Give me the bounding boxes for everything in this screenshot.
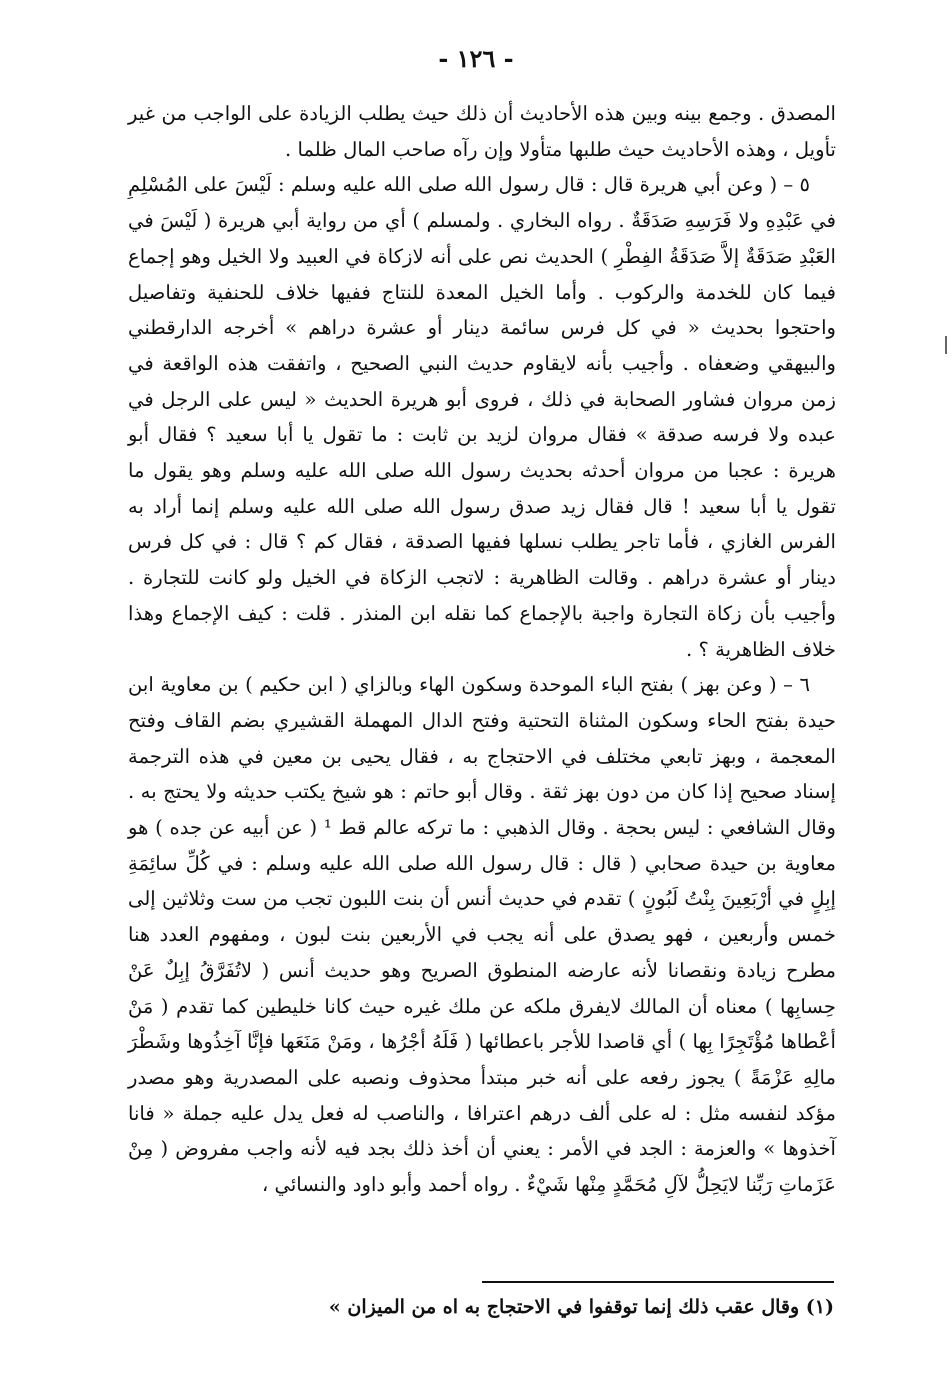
- paragraph-continuation: المصدق . وجمع بينه وبين هذه الأحاديث أن ذلك حيث يطلب الزيادة على الواجب من غير تأويل ، وهذه الأحاديث حيث طلبها متأولا وإن رآه صاحب المال ظلما .: [128, 102, 836, 161]
- main-text: [128, 96, 836, 1203]
- margin-mark: [945, 336, 947, 354]
- page-number: - ١٢٦ -: [438, 44, 514, 73]
- paragraph-hadith-6: ٦ – ( وعن بهز ) بفتح الباء الموحدة وسكون الهاء وبالزاي ( ابن حكيم ) بن معاوية ابن حيدة بفتح الحاء وسكون المثناة التحتية وفتح الدال المهملة القشيري بضم القاف وفتح المعجمة ، وبهز تابعي مختلف في الاحتجاج به ، فقال يحيى بن معين في هذه الترجمة إسناد صحيح إذا كان من دون بهز ثقة . وقال أبو حاتم : هو شيخ يكتب حديثه ولا يحتج به . وقال الشافعي : ليس بحجة . وقال الذهبي : ما تركه عالم قط ¹ ( عن أبيه عن جده ) هو معاوية بن حيدة صحابي ( قال : قال رسول الله صلى الله عليه وسلم : في كُلِّ سائِمَةِ إبِلٍ في أرْبَعِينَ بِنْتُ لَبُونٍ ) تقدم في حديث أنس أن بنت اللبون تجب من ست وثلاثين إلى خمس وأربعين ، فهو يصدق على أنه يجب في الأربعين بنت لبون ، ومفهوم العدد هنا مطرح زيادة ونقصانا لأنه عارضه المنطوق الصريح وهو حديث أنس ( لاتُفَرَّقُ إبِلٌ عَنْ حِسابِها ) معناه أن المالك لايفرق ملكه عن ملك غيره حيث كانا خليطين كما تقدم ( مَنْ أعْطاها مُؤْتَجِرًا بِها ) أي قاصدا للأجر باعطائها ( فَلَهُ أجْرُها ، ومَنْ مَنَعَها فإنَّا آخِذُوها وشَطْرَ مالِهِ عَزْمَةً ) يجوز رفعه على أنه خبر مبتدأ محذوف ونصبه على المصدرية وهو مصدر مؤكد لنفسه مثل : له على ألف درهم اعترافا ، والناصب له فعل يدل عليه جملة « فانا آخذوها » والعزمة : الجد في الأمر : يعني أن أخذ ذلك بجد فيه لأنه واجب مفروض ( مِنْ عَزَماتِ رَبِّنا لايَحِلُّ لآلِ مُحَمَّدٍ مِنْها شَيْءٌ . رواه أحمد وأبو داود والنسائي ،: [128, 673, 836, 1197]
- paragraph-hadith-5: ٥ – ( وعن أبي هريرة قال : قال رسول الله صلى الله عليه وسلم : لَيْسَ على المُسْلِمِ في عَبْدِهِ ولا فَرَسِهِ صَدَقَةٌ . رواه البخاري . ولمسلم ) أي من رواية أبي هريرة ( لَيْسَ في العَبْدِ صَدَقَةٌ إلاَّ صَدَقَةُ الفِطْرِ ) الحديث نص على أنه لازكاة في العبيد ولا الخيل وهو إجماع فيما كان للخدمة والركوب . وأما الخيل المعدة للنتاج ففيها خلاف للحنفية وتفاصيل واحتجوا بحديث « في كل فرس سائمة دينار أو عشرة دراهم » أخرجه الدارقطني والبيهقي وضعفاه . وأجيب بأنه لايقاوم حديث النبي الصحيح ، واتفقت هذه الواقعة في زمن مروان فشاور الصحابة في ذلك ، فروى أبو هريرة الحديث « ليس على الرجل في عبده ولا فرسه صدقة » فقال مروان لزيد بن ثابت : ما تقول يا أبا سعيد ؟ فقال أبو هريرة : عجبا من مروان أحدثه بحديث رسول الله صلى الله عليه وسلم وهو يقول ما تقول يا أبا سعيد ! قال فقال زيد صدق رسول الله صلى الله عليه وسلم إنما أراد به الفرس الغازي ، فأما تاجر يطلب نسلها ففيها الصدقة ، فقال كم ؟ قال : في كل فرس دينار أو عشرة دراهم . وقالت الظاهرية : لاتجب الزكاة في الخيل ولو كانت للتجارة . وأجيب بأن زكاة التجارة واجبة بالإجماع كما نقله ابن المنذر . قلت : كيف الإجماع وهذا خلاف الظاهرية ؟ .: [128, 173, 836, 661]
- footnote-divider: [482, 1281, 834, 1283]
- footnote: (١) وقال عقب ذلك إنما توقفوا في الاحتجاج به اه من الميزان »: [328, 1296, 834, 1318]
